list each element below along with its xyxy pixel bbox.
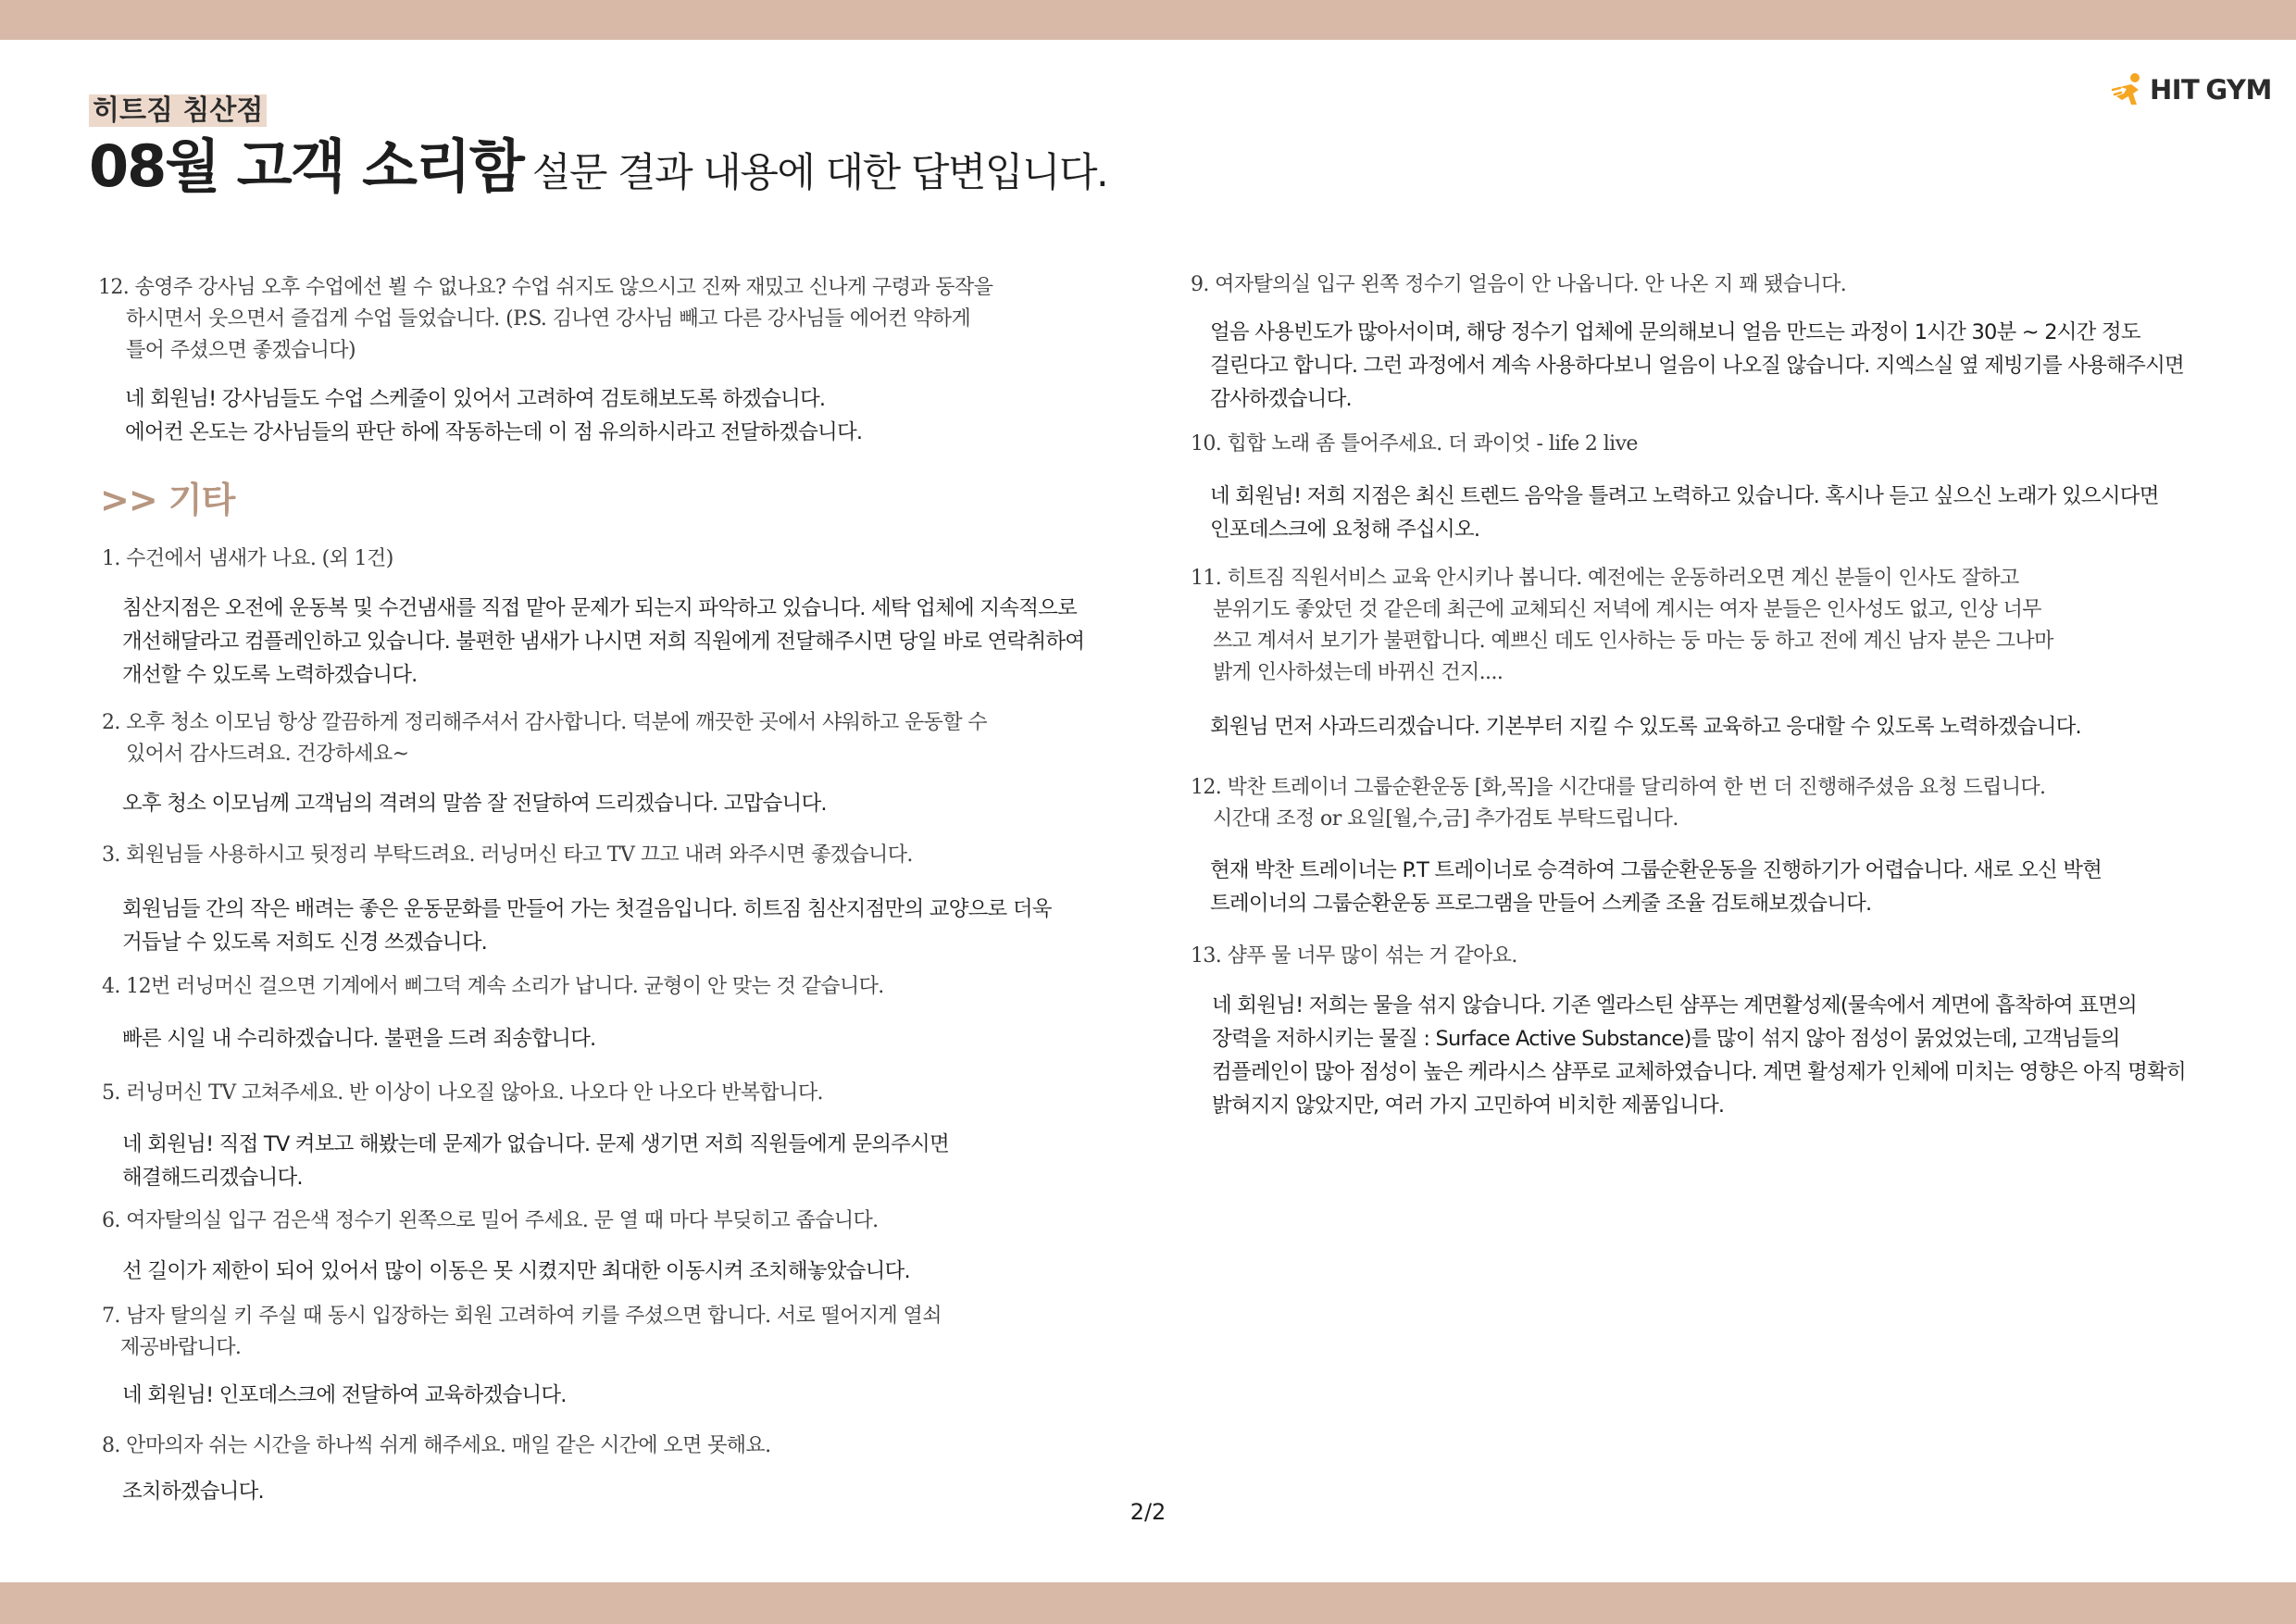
- answer-12-left: 네 회원님! 강사님들도 수업 스케줄이 있어서 고려하여 검토해보도록 하겠습니다. 에어컨 온도는 강사님들의 판단 하에 작동하는데 이 점 유의하시라고 전달하겠습니다.: [125, 387, 863, 444]
- question-3: 3. 회원님들 사용하시고 뒷정리 부탁드려요. 러닝머신 타고 TV 끄고 내려 와주시면 좋겠습니다.: [102, 843, 913, 867]
- answer-2: 오후 청소 이모님께 고객님의 격려의 말씀 잘 전달하여 드리겠습니다. 고맙습니다.: [122, 792, 827, 816]
- bottom-band: [0, 1582, 2296, 1624]
- logo-wordmark: HIT GYM: [2150, 74, 2272, 106]
- question-10: 10. 힙합 노래 좀 틀어주세요. 더 콰이엇 - life 2 live: [1191, 432, 1638, 456]
- question-13: 13. 샴푸 물 너무 많이 섞는 거 같아요.: [1191, 944, 1517, 968]
- question-6: 6. 여자탈의실 입구 검은색 정수기 왼쪽으로 밀어 주세요. 문 열 때 마다 부딪히고 좁습니다.: [102, 1209, 879, 1232]
- answer-3: 회원님들 간의 작은 배려는 좋은 운동문화를 만들어 가는 첫걸음입니다. 히트짐 침산지점만의 교양으로 더욱 거듭날 수 있도록 저희도 신경 쓰겠습니다.: [122, 897, 1052, 955]
- question-1: 1. 수건에서 냄새가 나요. (외 1건): [102, 547, 393, 570]
- page-title: [89, 130, 1107, 204]
- title-bold: 08월 고객 소리함: [89, 132, 523, 200]
- question-11: 11. 히트짐 직원서비스 교육 안시키나 봅니다. 예전에는 운동하러오면 계신 분들이 인사도 잘하고 분위기도 좋았던 것 같은데 최근에 교체되신 저녁에 계시는 여자 분들은 인사성도 없고, 인상 너무 쓰고 계셔서 보기가 불편합니다. 예쁘신 데도 인사하는 둥 마는 둥 하고 전에 계신 남자 분은 그나마 밝게 인사하셨는데 바뀌신 건지....: [1191, 567, 2053, 684]
- answer-1: 침산지점은 오전에 운동복 및 수건냄새를 직접 맡아 문제가 되는지 파악하고 있습니다. 세탁 업체에 지속적으로 개선해달라고 컴플레인하고 있습니다. 불편한 냄새가 나시면 저희 직원에게 전달해주시면 당일 바로 연락취하여 개선할 수 있도록 노력하겠습니다.: [122, 596, 1085, 687]
- question-7: 7. 남자 탈의실 키 주실 때 동시 입장하는 회원 고려하여 키를 주셨으면 합니다. 서로 떨어지게 열쇠 제공바랍니다.: [102, 1305, 942, 1359]
- question-4: 4. 12번 러닝머신 걸으면 기계에서 삐그덕 계속 소리가 납니다. 균형이 안 맞는 것 같습니다.: [102, 975, 884, 998]
- answer-10: 네 회원님! 저희 지점은 최신 트렌드 음악을 틀려고 노력하고 있습니다. 혹시나 듣고 싶으신 노래가 있으시다면 인포데스크에 요청해 주십시오.: [1210, 484, 2159, 542]
- top-band: [0, 0, 2296, 40]
- question-8: 8. 안마의자 쉬는 시간을 하나씩 쉬게 해주세요. 매일 같은 시간에 오면 못해요.: [102, 1434, 771, 1457]
- answer-8: 조치하겠습니다.: [122, 1480, 264, 1504]
- question-9: 9. 여자탈의실 입구 왼쪽 정수기 얼음이 안 나옵니다. 안 나온 지 꽤 됐습니다.: [1191, 273, 1847, 296]
- answer-11: 회원님 먼저 사과드리겠습니다. 기본부터 지킬 수 있도록 교육하고 응대할 수 있도록 노력하겠습니다.: [1210, 715, 2081, 739]
- answer-5: 네 회원님! 직접 TV 켜보고 해봤는데 문제가 없습니다. 문제 생기면 저희 직원들에게 문의주시면 해결해드리겠습니다.: [122, 1132, 949, 1190]
- answer-4: 빠른 시일 내 수리하겠습니다. 불편을 드려 죄송합니다.: [122, 1027, 596, 1051]
- answer-6: 선 길이가 제한이 되어 있어서 많이 이동은 못 시켰지만 최대한 이동시켜 조치해놓았습니다.: [122, 1259, 910, 1283]
- branch-name: 히트짐 침산점: [89, 93, 267, 130]
- section-heading-etc: >> 기타: [100, 480, 235, 520]
- title-rest: 설문 결과 내용에 대한 답변입니다.: [531, 150, 1108, 196]
- answer-7: 네 회원님! 인포데스크에 전달하여 교육하겠습니다.: [122, 1383, 567, 1407]
- question-5: 5. 러닝머신 TV 고쳐주세요. 반 이상이 나오질 않아요. 나오다 안 나오다 반복합니다.: [102, 1081, 823, 1105]
- question-12-left: 12. 송영주 강사님 오후 수업에선 뵐 수 없나요? 수업 쉬지도 않으시고 진짜 재밌고 신나게 구령과 동작을 하시면서 웃으면서 즐겁게 수업 들었습니다. (P.S. 김나연 강사님 빼고 다른 강사님들 에어컨 약하게 틀어 주셨으면 좋겠습니다): [98, 276, 993, 362]
- answer-12-right: 현재 박찬 트레이너는 P.T 트레이너로 승격하여 그룹순환운동을 진행하기가 어렵습니다. 새로 오신 박현 트레이너의 그룹순환운동 프로그램을 만들어 스케줄 조율 검토해보겠습니다.: [1210, 858, 2103, 916]
- answer-9: 얼음 사용빈도가 많아서이며, 해당 정수기 업체에 문의해보니 얼음 만드는 과정이 1시간 30분 ~ 2시간 정도 걸린다고 합니다. 그런 과정에서 계속 사용하다보니 얼음이 나오질 않습니다. 지엑스실 옆 제빙기를 사용해주시면 감사하겠습니다.: [1210, 320, 2184, 411]
- page-number: 2/2: [1129, 1499, 1167, 1525]
- question-12-right: 12. 박찬 트레이너 그룹순환운동 [화,목]을 시간대를 달리하여 한 번 더 진행해주셨음 요청 드립니다. 시간대 조정 or 요일[월,수,금] 추가검토 부탁드립니다.: [1191, 776, 2046, 831]
- answer-13: 네 회원님! 저희는 물을 섞지 않습니다. 기존 엘라스틴 샴푸는 계면활성제(물속에서 계면에 흡착하여 표면의 장력을 저하시키는 물질 : Surface Active Substance)를 많이 섞지 않아 점성이 묽었었는데, 고객님들의 컴플레인이 많아 점성이 높은 케라시스 샴푸로 교체하였습니다. 계면 활성제가 인체에 미치는 영향은 아직 명확히 밝혀지지 않았지만, 여러 가지 고민하여 비치한 제품입니다.: [1212, 993, 2186, 1118]
- question-2: 2. 오후 청소 이모님 항상 깔끔하게 정리해주셔서 감사합니다. 덕분에 깨끗한 곳에서 샤워하고 운동할 수 있어서 감사드려요. 건강하세요~: [102, 711, 988, 766]
- runner-logo-icon: [2111, 71, 2148, 108]
- hitgym-logo: [2111, 69, 2272, 111]
